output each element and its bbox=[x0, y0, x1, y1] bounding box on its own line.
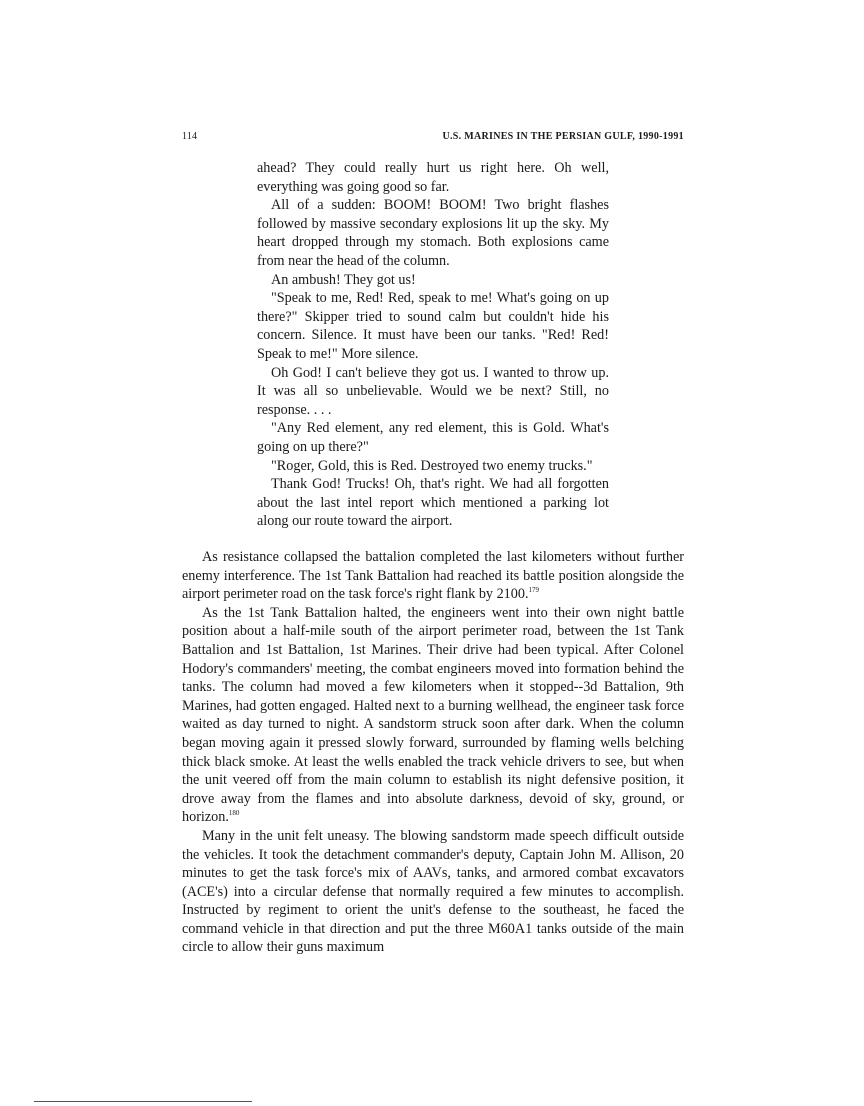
footnote-ref: 180 bbox=[228, 809, 240, 818]
quote-paragraph: ahead? They could really hurt us right here. Oh well, everything was going good so far. bbox=[257, 160, 609, 195]
body-paragraph bbox=[182, 604, 684, 827]
quote-paragraph: Thank God! Trucks! Oh, that's right. We had all forgotten about the last intel report which mentioned a parking lot along our route toward the airport. bbox=[257, 476, 609, 530]
quote-paragraph: All of a sudden: BOOM! BOOM! Two bright flashes followed by massive secondary explosions lit up the sky. My heart dropped through my stomach. Both explosions came from near the head of the column. bbox=[257, 197, 609, 269]
body-paragraph-text: As resistance collapsed the battalion completed the last kilometers without further enemy interference. The 1st Tank Battalion had reached its battle position alongside the airport perimeter road on the task force's right flank by 2100. bbox=[182, 549, 684, 603]
page-number: 114 bbox=[182, 131, 198, 142]
quote-paragraph: An ambush! They got us! bbox=[271, 271, 416, 288]
body-paragraph: Many in the unit felt uneasy. The blowing sandstorm made speech difficult outside the vehicles. It took the detachment commander's deputy, Captain John M. Allison, 20 minutes to get the task force's mix of AAVs, tanks, and armored combat excavators (ACE's) into a circular defense that normally required a few minutes to accomplish. Instructed by regiment to orient the unit's defense to the southeast, he faced the command vehicle in that direction and put the three M60A1 tanks outside of the main circle to allow their guns maximum bbox=[182, 827, 684, 956]
body-text bbox=[182, 548, 684, 957]
body-paragraph-text: As the 1st Tank Battalion halted, the engineers went into their own night battle position about a half-mile south of the airport perimeter road, between the 1st Tank Battalion and 1st Battalion, 1st Marines. Their drive had been typical. After Colonel Hodory's commanders' meeting, the combat engineers moved into formation behind the tanks. The column had moved a few kilometers when it stopped--3d Battalion, 9th Marines, had gotten engaged. Halted next to a burning wellhead, the engineer task force waited as day turned to night. A sandstorm struck soon after dark. When the column began moving again it pressed slowly forward, surrounded by flaming wells belching thick black smoke. At least the wells enabled the track vehicle drivers to see, but when the unit veered off from the main column to establish its night defensive position, it drove away from the flames and into absolute darkness, devoid of sky, ground, or horizon. bbox=[182, 604, 684, 826]
footnote-ref: 179 bbox=[528, 586, 539, 595]
block-quote bbox=[257, 159, 609, 531]
quote-paragraph: "Roger, Gold, this is Red. Destroyed two enemy trucks." bbox=[271, 457, 593, 474]
quote-paragraph: "Speak to me, Red! Red, speak to me! What's going on up there?" Skipper tried to sound calm but couldn't hide his concern. Silence. It must have been our tanks. "Red! Red! Speak to me!" More silence. bbox=[257, 290, 609, 362]
page-header bbox=[182, 131, 684, 147]
quote-paragraph: "Any Red element, any red element, this is Gold. What's going on up there?" bbox=[257, 420, 609, 455]
body-paragraph bbox=[182, 548, 684, 604]
quote-paragraph: Oh God! I can't believe they got us. I wanted to throw up. It was all so unbelievable. Would we be next? Still, no response. . . . bbox=[257, 364, 609, 418]
footer-rule bbox=[34, 1101, 252, 1102]
running-head: U.S. MARINES IN THE PERSIAN GULF, 1990-1991 bbox=[442, 131, 684, 142]
